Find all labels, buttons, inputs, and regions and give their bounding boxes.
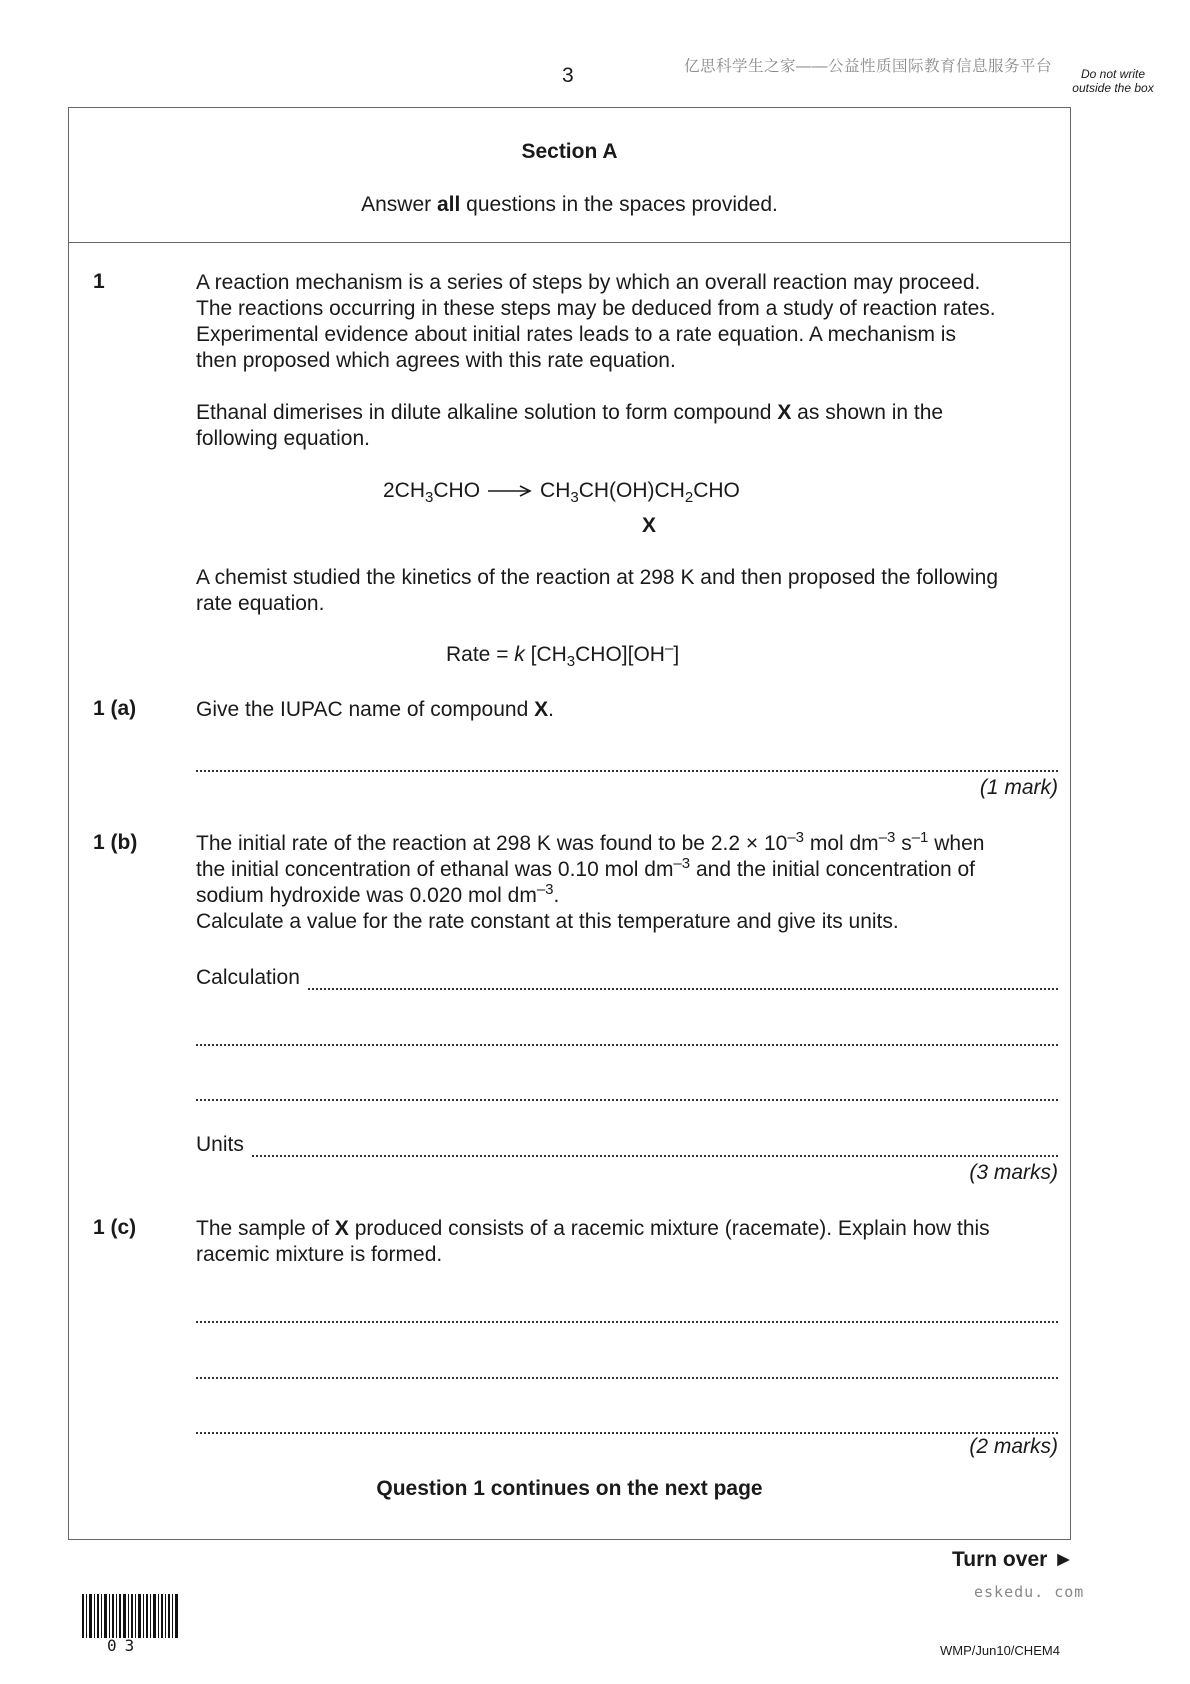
answer-line-1c-1[interactable] [196,1299,1058,1323]
answer-line-1a[interactable] [196,748,1058,772]
answer-line-1b-2[interactable] [196,1022,1058,1046]
marks-1b: (3 marks) [969,1161,1058,1184]
marks-1a: (1 mark) [979,776,1058,799]
dimerisation-equation: $2CH_3CHO$ $CH_3CH(OH)CH_2CHO$ [383,479,740,506]
section-title: Section A [521,140,618,163]
answer-line-1c-2[interactable] [196,1355,1058,1379]
answer-line-1c-3[interactable] [196,1410,1058,1434]
rate-equation: Rate = k $[CH_3CHO][OH^-]$ [446,640,680,670]
page-number: 3 [562,64,574,87]
question-1a-text: Give the IUPAC name of compound X. [196,698,554,721]
calculation-label: Calculation [196,966,300,989]
question-1-intro: A reaction mechanism is a series of steps by which an overall reaction may proceed. The reactions occurring in these steps may be deduced from a study of reaction rates. Experimental evidence about initial rates leads to a rate equation. A mechanism is then proposed which agrees with this rate equation. [196,271,996,372]
question-1c-number: 1 (c) [93,1216,137,1239]
calculation-line[interactable] [196,966,1058,990]
margin-note: Do not write outside the box [1072,67,1154,95]
question-1b-number: 1 (b) [93,831,138,854]
section-instruction: Answer all questions in the spaces provided. [361,193,778,216]
barcode-number: 03 [107,1636,143,1655]
marks-1c: (2 marks) [969,1435,1058,1458]
section-divider [68,242,1071,243]
ethanal-paragraph: Ethanal dimerises in dilute alkaline solution to form compound X as shown in the following equation. [196,401,944,450]
answer-line-1b-3[interactable] [196,1077,1058,1101]
question-1-number: 1 [93,270,105,293]
reaction-arrow-icon [488,484,532,498]
paper-code: WMP/Jun10/CHEM4 [940,1643,1060,1658]
turn-over-label: Turn over ► [952,1548,1074,1571]
units-label: Units [196,1133,244,1156]
units-line[interactable] [196,1133,1058,1157]
question-1a-number: 1 (a) [93,697,137,720]
kinetics-paragraph: A chemist studied the kinetics of the reaction at 298 K and then proposed the following rate equation. [196,566,999,615]
barcode-icon [82,1594,178,1638]
question-1c-text: The sample of X produced consists of a racemic mixture (racemate). Explain how this racemic mixture is formed. [196,1217,990,1266]
question-1b-text: The initial rate of the reaction at 298 K was found to be $2.2 \times 10^{-3}$ mol $dm^{-3}$ $s^{-1}$ when the initial concentration of ethanal was 0.10 mol $dm^{-3}$ and the initial concentration of sodium hydroxide was 0.020 mol $dm^{-3}$. Calculate a value for the rate constant at this temperature and give its units. [196,829,985,933]
watermark-text: 亿思科学生之家——公益性质国际教育信息服务平台 [684,58,1053,75]
continues-note: Question 1 continues on the next page [376,1477,763,1500]
product-label-x: X [642,514,657,537]
site-watermark: eskedu. com [974,1583,1085,1601]
